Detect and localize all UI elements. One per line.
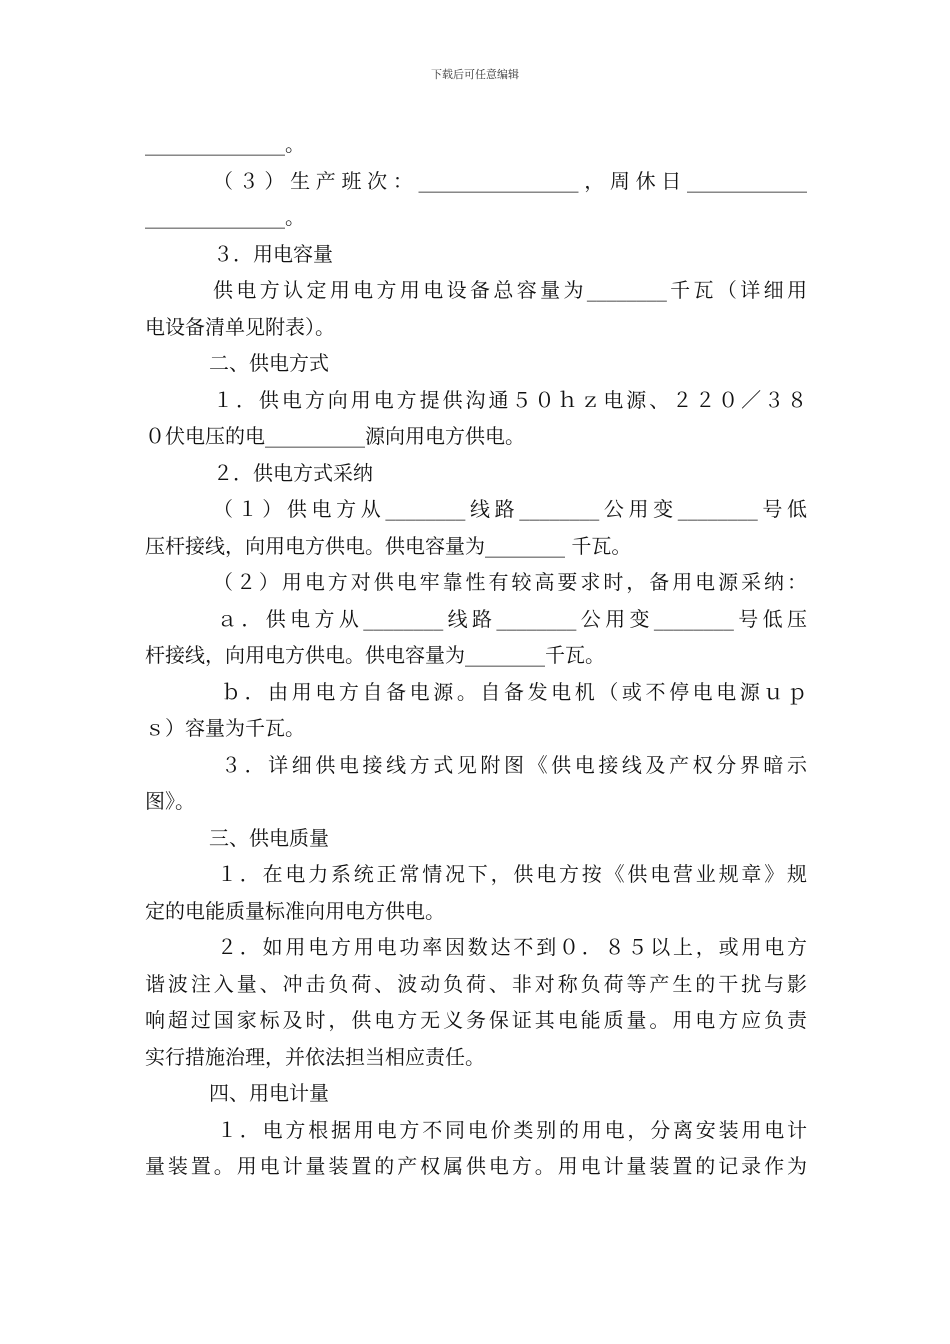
text-line: ２．如用电方用电功率因数达不到０．８５以上，或用电方 [217, 935, 807, 959]
section-heading: 二、供电方式 [209, 351, 329, 375]
text-line: （２）用电方对供电牢靠性有较高要求时，备用电源采纳： [213, 570, 807, 594]
section-heading: ３．用电容量 [213, 241, 333, 266]
text-line: ______________。 [145, 205, 305, 229]
text-line: （３）生产班次：________________，周休日____________ [213, 168, 807, 193]
text-line: 供电方认定用电方用电设备总容量为________千瓦（详细用 [213, 278, 807, 302]
text-line: ３．详细供电接线方式见附图《供电接线及产权分界暗示 [221, 752, 807, 777]
document-body [145, 126, 807, 1185]
section-heading: 四、用电计量 [209, 1081, 329, 1105]
section-heading: ２．供电方式采纳 [213, 460, 373, 485]
text-line: 响超过国家标及时，供电方无义务保证其电能质量。用电方应负责 [145, 1008, 807, 1032]
text-line: ｓ）容量为千瓦。 [145, 716, 305, 740]
text-line: 图》。 [145, 789, 195, 813]
text-line: ａ．供电方从________线路________公用变________号低压 [217, 606, 807, 631]
text-line: ______________。 [145, 132, 305, 156]
text-line: １．供电方向用电方提供沟通５０ｈｚ电源、２２０／３８ [213, 387, 807, 412]
text-line: 杆接线，向用电方供电。供电容量为________千瓦。 [145, 643, 605, 667]
text-line: ｂ．由用电方自备电源。自备发电机（或不停电电源ｕｐ [221, 679, 807, 704]
text-line: （１）供电方从________线路________公用变________号低 [213, 497, 807, 521]
text-line: 定的电能质量标准向用电方供电。 [145, 898, 445, 923]
text-line: ０伏电压的电__________源向用电方供电。 [145, 424, 525, 448]
text-line: １．在电力系统正常情况下，供电方按《供电营业规章》规 [217, 862, 807, 886]
text-line: 谐波注入量、冲击负荷、波动负荷、非对称负荷等产生的干扰与影 [145, 971, 807, 996]
section-heading: 三、供电质量 [209, 825, 329, 850]
text-line: １．电方根据用电方不同电价类别的用电，分离安装用电计 [217, 1117, 807, 1142]
text-line: 电设备清单见附表）。 [145, 314, 335, 339]
text-line: 实行措施治理，并依法担当相应责任。 [145, 1044, 485, 1069]
page-header: 下载后可任意编辑 [431, 68, 519, 81]
text-line: 量装置。用电计量装置的产权属供电方。用电计量装置的记录作为 [145, 1154, 807, 1178]
text-line: 压杆接线，向用电方供电。供电容量为________ 千瓦。 [145, 533, 632, 558]
